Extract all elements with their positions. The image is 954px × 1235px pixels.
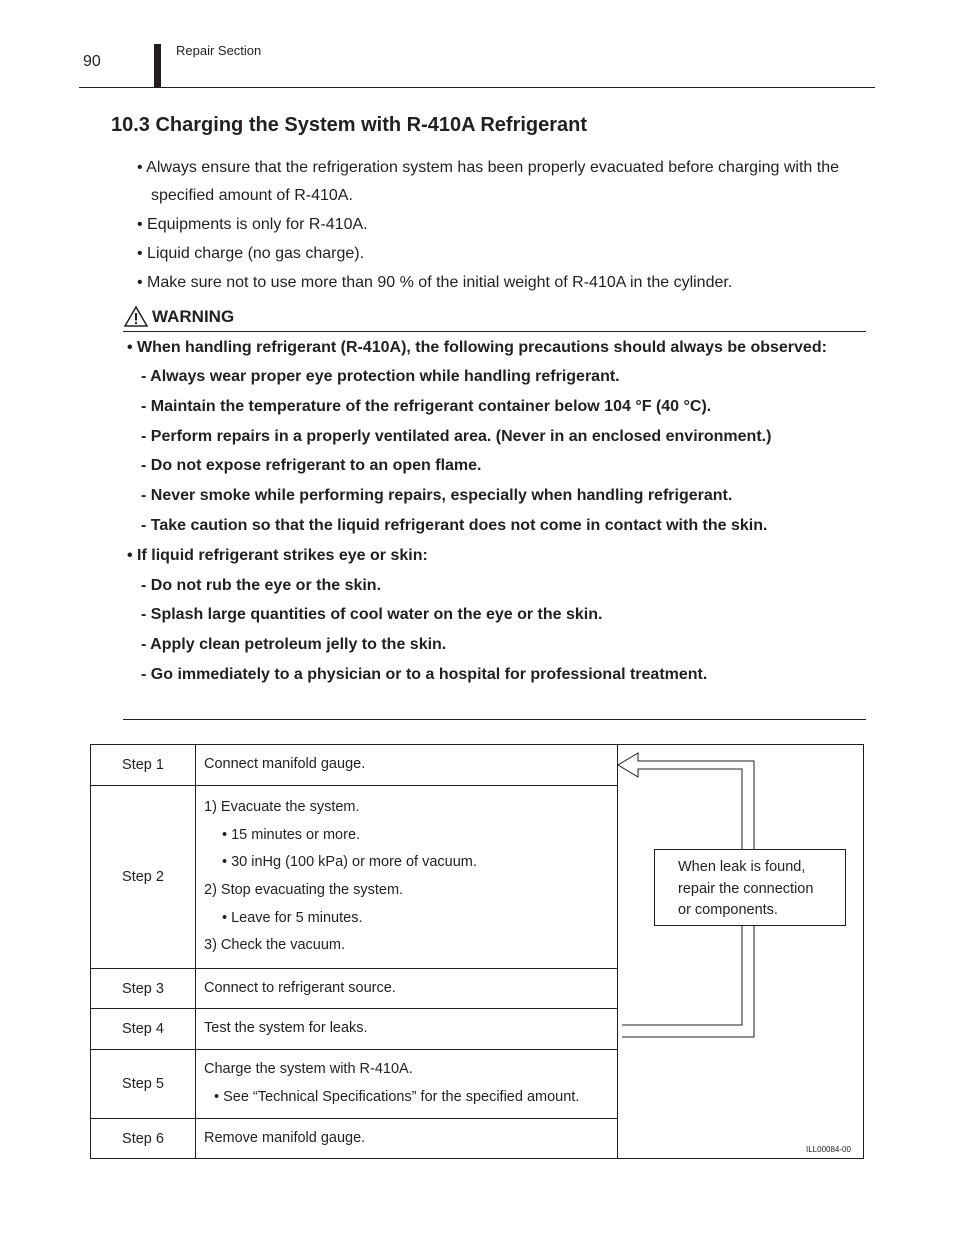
warning-item: - Go immediately to a physician or to a hospital for professional treatment. [141,665,708,683]
leak-note-line: When leak is found, [678,859,806,875]
warning-item: - Do not rub the eye or the skin. [141,576,382,594]
step-line: 1) Evacuate the system. [204,798,360,815]
warning-item: - Splash large quantities of cool water on the eye or the skin. [141,606,603,624]
step-row [91,969,618,1009]
page-number: 90 [83,53,101,70]
step-description [204,1119,618,1159]
step-line: Charge the system with R-410A. [204,1061,413,1078]
step-line: 3) Check the vacuum. [204,937,346,954]
warning-body [127,334,866,690]
step-line: • See “Technical Specifications” for the specified amount. [214,1089,580,1105]
step-row [91,1009,618,1050]
warning-item: - Do not expose refrigerant to an open flame. [141,457,482,475]
warning-item: - Apply clean petroleum jelly to the skin. [141,636,447,654]
page-title: 10.3 Charging the System with R-410A Refrigerant [111,114,588,136]
intro-bullet: • Always ensure that the refrigeration system has been properly evacuated before charging with the specified amount of R-410A. [137,159,839,204]
warning-rule-bottom [123,719,866,720]
step-line: 2) Stop evacuating the system. [204,882,404,898]
step-label: Step 5 [91,1050,196,1118]
step-line: • 30 inHg (100 kPa) or more of vacuum. [222,854,477,871]
warning-item: - Maintain the temperature of the refrigerant container below 104 °F (40 °C). [141,397,712,415]
leak-note-line: repair the connection [678,880,814,897]
step-row [91,1119,618,1159]
warning-item: - Take caution so that the liquid refrigerant does not come in contact with the skin. [141,516,768,534]
warning-rule-top [123,331,866,332]
warning-item: - Never smoke while performing repairs, especially when handling refrigerant. [141,487,733,505]
section-label: Repair Section [176,43,262,58]
step-line: Connect manifold gauge. [204,756,366,773]
warning-bullet: • If liquid refrigerant strikes eye or skin: [127,546,428,564]
step-label: Step 6 [91,1119,196,1159]
intro-bullet: • Equipments is only for R-410A. [137,216,368,233]
step-line: Connect to refrigerant source. [204,979,396,996]
step-line: • Leave for 5 minutes. [222,909,363,926]
warning-item: - Always wear proper eye protection while handling refrigerant. [141,368,620,385]
step-description [204,969,618,1008]
header-bar [154,44,161,88]
leak-note-line: or components. [678,902,778,918]
intro-bullets [137,154,867,298]
step-description [204,1009,618,1049]
step-description [204,786,618,968]
step-line: Remove manifold gauge. [204,1130,366,1147]
warning-item: - Perform repairs in a properly ventilated area. (Never in an enclosed environment.) [141,427,772,445]
leak-note-box [654,849,846,926]
warning-bullet: • When handling refrigerant (R-410A), the following precautions should always be observed: [127,339,827,356]
intro-bullet: • Make sure not to use more than 90 % of the initial weight of R-410A in the cylinder. [137,274,733,291]
step-description [204,745,618,785]
step-label: Step 4 [91,1009,196,1049]
step-row [91,745,618,786]
step-row [91,1050,618,1119]
header-rule [79,87,875,88]
step-label: Step 1 [91,745,196,785]
step-label: Step 3 [91,969,196,1008]
step-label: Step 2 [91,786,196,968]
step-row [91,786,618,969]
intro-bullet: • Liquid charge (no gas charge). [137,245,365,262]
step-line: Test the system for leaks. [204,1020,368,1037]
illustration-code: ILL00084-00 [806,1145,851,1154]
warning-heading [124,306,234,327]
warning-icon [124,306,148,327]
step-line: • 15 minutes or more. [222,826,361,843]
step-description [204,1050,618,1118]
warning-label: WARNING [152,306,235,326]
